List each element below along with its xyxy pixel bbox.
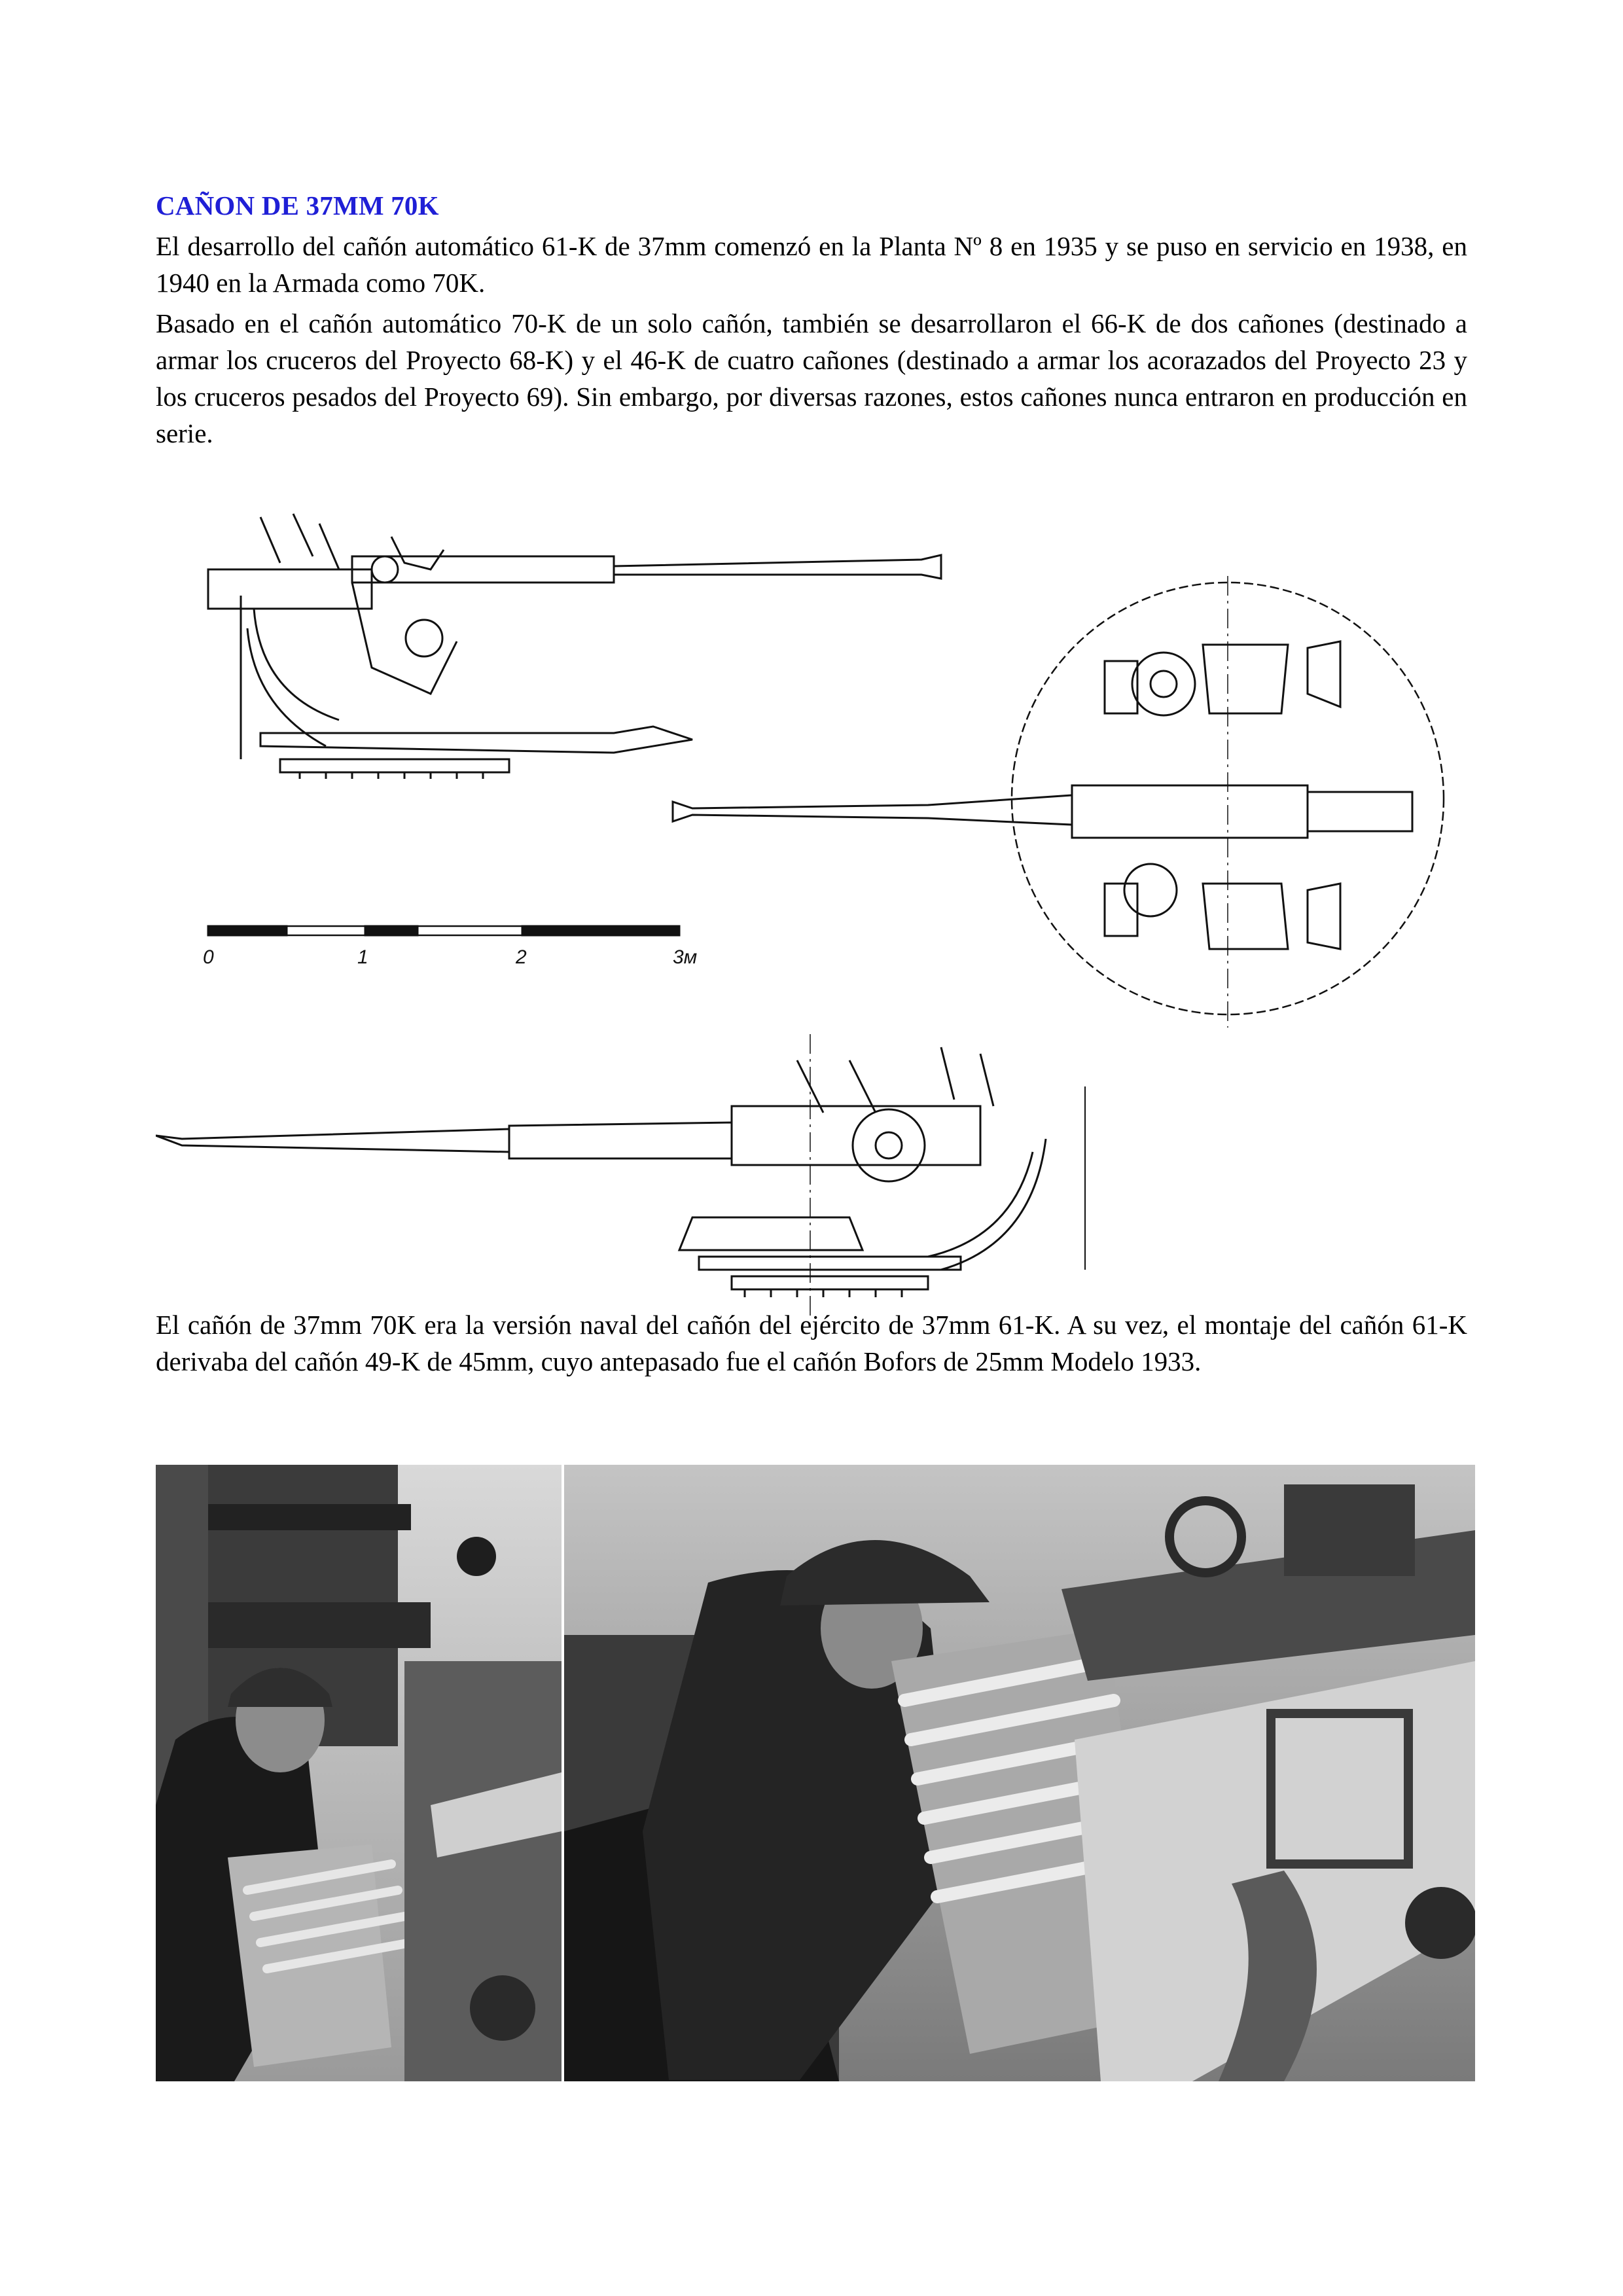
paragraph-2: Basado en el cañón automático 70-K de un solo cañón, también se desarrollaron el 66-K de dos cañones (destinado a armar los cruceros del Proyecto 68-K) y el 46-K de cuatro cañones (destinado a armar los acorazados del Proyecto 23 y los cruceros pesados del Proyecto 69). Sin embargo, por diversas razones, estos cañones nunca entraron en producción en serie.	[156, 308, 1467, 448]
scale-label-0: 0	[203, 946, 214, 968]
gun-technical-drawing	[156, 497, 1467, 1316]
side-view-left-drawing	[208, 514, 941, 779]
photo-crewman-loading	[564, 1465, 1475, 2081]
scale-bar	[208, 926, 679, 935]
paragraph-1: El desarrollo del cañón automático 61-K de 37mm comenzó en la Planta Nº 8 en 1935 y se puso en servicio en 1938, en 1940 en la Armada como 70K.	[156, 231, 1467, 298]
side-view-right-drawing	[156, 1034, 1085, 1316]
scale-label-3: 3м	[673, 946, 698, 968]
page-title: CAÑON DE 37MM 70K	[156, 190, 439, 221]
scale-label-2: 2	[516, 946, 527, 968]
paragraph-3: El cañón de 37mm 70K era la versión naval del cañón del ejército de 37mm 61-K. A su vez, el montaje del cañón 61-K derivaba del cañón 49-K de 45mm, cuyo antepasado fue el cañón Bofors de 25mm Modelo 1933.	[156, 1310, 1467, 1376]
scale-label-1: 1	[357, 946, 368, 968]
photo-sailor-helmet	[156, 1465, 562, 2081]
top-view-drawing	[673, 576, 1444, 1028]
